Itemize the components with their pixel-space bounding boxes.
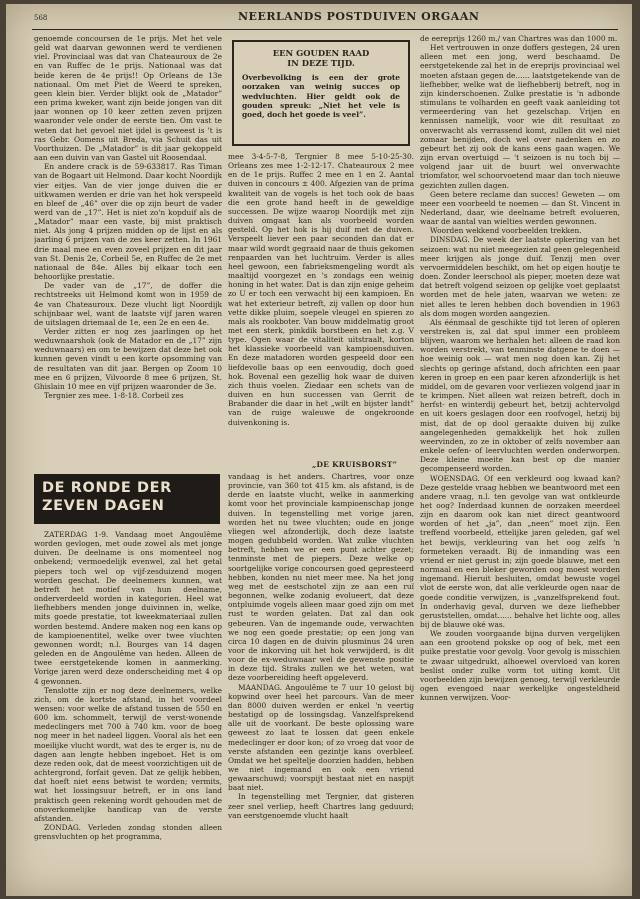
paragraph: Tergnier zes mee. 1-8-18. Corbeil zes	[44, 391, 184, 401]
section-heading-line: DE RONDE DER	[42, 480, 172, 496]
paragraph: MAANDAG. Angoulême te 7 uur 10 gelost bij kopwind over heel het parcours. Van de meer dan 8000 duiven werden er enkel 'n veertig bestatigd op de lossingsdag. Vanzelfsprekend alle uit de voorkant. De beste oplossing ware geweest zo laat te lossen dat geen enkele medeclinger er door kon; of zo vroeg dat voor de verste afstanden een gezintje kans overbleef. Omdat we het speltelje doorzien hadden, hebben we niet ingemand en ook een vriend gewaarschuwd; voorspijt bestaat niet en naspijt baat niet.	[228, 682, 414, 793]
header-rule	[32, 29, 618, 30]
box-title	[242, 48, 400, 68]
section-heading-line: ZEVEN DAGEN	[42, 498, 165, 514]
paragraph: genoemde concoursen de 1e prijs. Met het vele geld wat daarvan gewonnen werd te verdienen viel. Provinciaal was dat van Chateauroux de 2e en van Ruffec de 1e prijs. Nationaal was dat beide keren de 4e prijs!! Op Orleans de 13e nationaal. Om met Piet de Weerd te spreken, geen klein bier. Verder blijkt ook de „Matador” een prima kweker, want zijn beide jongen van dit jaar wonnen op 10 keer zetten zeven prijzen waaronder vele onder de eerste tien. Om vast te weten dat het gevoel niet ijdel is geweest is 't is ras Gebr. Oomens uit Breda, via Schuit das uit Voorthuizen. De „Matador” is dit jaar gekoppeld aan een duivin van van Gastel uit Roosendaal.	[34, 34, 222, 163]
paragraph: In tegenstelling met Tergnier, dat gisteren zeer snel verliep, heeft Chartres lang geduurd; van eerstgenoemde vlucht haalt	[228, 792, 414, 820]
publication-title: NEERLANDS POSTDUIVEN ORGAAN	[238, 10, 480, 23]
paragraph: Woorden wekkend voorbeelden trekken.	[430, 226, 582, 236]
page-number: 568	[34, 14, 48, 22]
box-text: Overbevolking is een der grote oorzaken van weinig succes op wedvluchten. Hier geldt ook de gouden spreuk: „Niet het vele is goed, doch het goede is veel”.	[242, 73, 400, 120]
paragraph: Verder zitten er nog zes jaarlingen op het weduwnaarshok (ook de Matador en de „17” zijn weduwnaars) en om te bewijzen dat deze het ook kunnen geven vindt u een korte opsomming van de resultaten van dit jaar. Bergen op Zoom 10 mee en 6 prijzen, Vilvoorde 8 mee 6 prijzen, St. Ghislain 10 mee en vijf prijzen waaronder de 3e.	[34, 327, 222, 391]
column-2-article-continuation	[228, 152, 414, 460]
paragraph: Het vertrouwen in onze doffers gestegen, 24 uren alleen met een jong, werd beschaamd. De eerstgetekende zal het in de ereprijs provinciaal wel moeten afstaan gegen de...... laatstgetekende van de liefhebber, welke wat de liefhebberij betreft, nog in zijn kinderschoenen. Zulke prestatie is 'n adbonde stimulans te volharden en geeft vaak aanleiding tot vermeerdering van het gezelschap. Vrijen en kennissen namelijk, voor wie dit resultaat zo onverwacht als verrassend komt, zullen dit wel niet zomaar benijden, doch wel over nadenken en zo gebeurt het zij ook de kans eens gaan wagen. We zijn ervan overtuigd — 't seizoen is nu toch bij — volgend jaar uit de buurt wel onverwachte triomfator, wel schoorvoetend maar dan toch nieuwe gezichten zullen dagen.	[420, 43, 620, 190]
paragraph: We zouden voorgaande bijna durven vergelijken aan een grootend pokske op oog of bek, met een puike prestatie voor gevolg. Voor gevolg is misschien te zwaar uitgedrukt, alhoewel overvloed van koren beslist onder zulke vorm tot uiting komt. Uit voorbeelden zijn bewijzen genoeg, terwijl verkleurde ogen evengoed naar werkelijke ongesteldheid kunnen verwijzen. Voor-	[420, 629, 620, 703]
paragraph: Tenslotte zijn er nog deze deelnemers, welke zich, om de kortste afstand, in het voordeel wensen: voor welke de afstand tussen de 550 en 600 km. schommelt, terwijl de verst-wonende medeclingers met 700 à 740 km. voor de boeg nog meer in het nadeel liggen. Vooral als het een moeilijke vlucht wordt, wat des te erger is, nu de dagen aan lengte hebben ingeboet. Het is om deze reden ook, dat de meest voorzichtigen uit de achtergrond, forfait geven. Dat ze gelijk hebben, dat hoeft niet eens betwist te worden; vermits, wat het lossingsuur betreft, er in ons land praktisch geen rekening wordt gehouden met de onoverkomelijke handicap van de verste afstanden.	[34, 685, 222, 823]
column-1-article-top	[34, 34, 222, 466]
column-1-ronde-text	[34, 530, 222, 896]
paragraph: Geen betere reclame dan succes! Geweten — om meer een voorbeeld te noemen — dan St. Vincent in Nederland, daar, wie deelname betreft evolueren, waar de aantal van wielties werden gewonnen.	[420, 189, 620, 227]
paragraph: En andere crack is de 59-633817. Ras Timan van de Bogaart uit Helmond. Daar kocht Noordijk vier eitjes. Van de vier jonge duiven die er uitkwamen werden er drie van het hok verspeeld en bleef de „46” over die op zijn beurt de vader werd van de „17”. Het is niet zo'n kopduif als de „Matador” maar een vaste, bij mist praktisch niet. Als jong 4 prijzen midden op de lijst en als jaarling 6 prijzen van de zes keer zetten. In 1961 drie maal mee en even zoveel prijzen en dit jaar van St. Denis 2e, Corbeil 5e, en Ruffec de 2e met nationaal de 84e. Alles bij elkaar toch een behoorlijke prestatie.	[34, 162, 222, 282]
column-3-ronde-text	[420, 34, 620, 896]
paragraph: mee 3-4-5-7-8, Tergnier 8 mee 5-10-25-30. Orleans zes mee 1-2-12-17. Chateauroux 2 mee en de 1e prijs. Ruffec 2 mee en 1 en 2. Aantal duiven in concours ± 400. Afgezien van de prima kwaliteit van de vogels is het toch ook de baas die een grote hand heeft in de geweldige successen. De wijze waarop Noordijk met zijn duiven omgaat kan als voorbeeld worden gesteld. Op het hok is hij duif met de duiven. Verspeelt liever een paar seconden dan dat er maar wild wordt gegraaid naar de thuis gekomen renpaarden van het luchtruim. Verder is alles heel gewoon, een fabrieksmengeling wordt als maaltijd voorgezet en 's zondags een weinig honing in het water. Dat is dan zijn enige geheim zo U er toch een verwacht bij een kampioen. En wat het exterieur betreft, zij vallen op door hun vette dikke pluim, soepele vleugel en spieren zo mals als rookboter. Van bouw middelmatig groot met een sterk, pinkdik borstbeen en het z.g. V type. Ogen waar de vitaliteit uitstraalt, korton het klassieke voorbeeld van kampioensduiven. En deze matadoren worden gespeeld door een liefdevolle baas op een eenvoudig, doch goed hok. Bovenal een gezellig hok waar de duiven zich thuis voelen. Ziedaar een schets van de duiven en hun successen van Gerrit de Brabander die daar in het „wilt en bijster landt” van de ruige waleuwe de ongekroonde duivenkoning is.	[228, 152, 414, 427]
article-signature: „DE KRUISBORST”	[312, 460, 398, 469]
paragraph: WOENSDAG. Of een verkleurd oog kwaad kan? Deze gestelde vraag hebben we beantwoord met een andere vraag, n.l. ten gevolge van wat ontkleurde het oog? Inderdaad kunnen de oorzaken meerdeel zijn en daarom ook kan niet direct geantwoord worden of het „ja”, dan „neen” moet zijn. Een treffend voorbeeld, ettelijke jaren geleden, gaf wel het bewijs, verkleuring van het oog zelfs 'n formeteken veraadt. Bij de inmanding was een vriend er niet gerust in; zijn goede blauwe, met een normaal en een bleker geworden oog moest worden ingemand. Hieruit besluiten, omdat bewuste vogel vlot de eerste won, dat alle verkleurde ogen naar de goede conditie verwijzen, is „vanzelfsprekend fout. In onderhavig geval, durven we deze liefhebber geruststellen, omdat...... behalve het lichte oog, alles bij de blauwe oké was.	[420, 473, 620, 629]
paragraph: DINSDAG. De week der laatste opkering van het seizoen: wat nu niet meegezien zal geen gelegenheid meer krijgen als jonge duif. Tenzij men over vervoermiddelen beschikt, om het op eigen houtje te doen. Zonder leerschool als pieper, moeten deze wat dat betreft volgend seizoen op gelijke voet geplaatst worden met de hele jaten, waarvan we weten: ze niet alles te leren hebben doch bovendien in 1963 als dom mogen worden aangezien.	[420, 235, 620, 318]
box-title-line: IN DEZE TIJD.	[287, 58, 355, 68]
paragraph: vandaag is het anders. Chartres, voor onze provincie, van 360 tot 415 km. als afstand, is de derde en laatste vlucht, welke in aanmerking komt voor het provinciale kampioenschap jonge duiven. In tegenstelling met vorige jaren, worden het nu twee vluchten; oude en jonge vliegen wel afzonderlijk, doch deze laatste mogen gedubbeld worden. Wat zulke vluchten betreft, hebben we er een punt achter gezet; tenminste met de piepers. Deze welke op soortgelijke vorige concoursen goed gepresteerd hebben, konden nu niet meer mee. Na het jong weg met de eestschotel zijn ze aan een ruï begonnen, welke zodanig evolueert, dat deze ontpluimde vogels alleen maar goed zijn om met rust te worden gelaten. Dat zal dan ook gebeuren. Van de ingemande oude, verwachten we nog een goede prestatie; op een jong van circa 10 dagen en de duivin plusminus 24 uren voor de inkorving uit het hok verwijderd, is dit voor de ex-weduwnaar wel de gewenste positie in deze tijd. Straks zullen we het weten, wat deze voorbereiding heeft opgeleverd.	[228, 472, 414, 683]
paragraph: Als éénmaal de geschikte tijd tot leren of opleren verstreken is, zal dat spul immer een probleem blijven, waarom we herhalen het: alleen de raad kon worden verstrekt, van tenminste datgene te doen — hoe weinig ook — wat men nog doen kan. Zij het slechts op geringe afstand, doch africhten een paar keren in groep en een paar keren afzonderlijk is het middel, om de gevaren voor verliezen volgend jaar in te krimpen. Niet alleen wat reizen betreft, doch in herfst- en winterdij gebeurt het, betzij achtervolgd en uit koers geslagen door een roofvogel, hetzij bij mist, dat de op dool geraakte duiven bij zulke aangelegenheden gemakkelijk het hok zullen weervinden, zo ze in oktober of zelfs november aan enkele oefen- of leervluchten werden onderworpen. Deze kleine moeite kan best op die manier gecompenseerd worden.	[420, 317, 620, 474]
section-heading-ronde	[34, 474, 220, 524]
paragraph: De vader van de „17”, de doffer die rechtstreeks uit Helmond komt won in 1959 de 4e van Chateauroux. Deze vlucht ligt Noordijk schijnbaar wel, want de laatste vijf jaren waren de uitslagen driemaal de 1e, een 2e en een 4e.	[34, 281, 222, 327]
newspaper-page	[6, 4, 632, 896]
paragraph: ZONDAG. Verleden zondag stonden alleen grensvluchten op het programma,	[34, 823, 222, 842]
gouden-raad-box	[232, 40, 410, 146]
page-header	[6, 4, 632, 30]
box-title-line: EEN GOUDEN RAAD	[272, 48, 370, 58]
column-2-ronde-text	[228, 472, 414, 896]
paragraph: ZATERDAG 1-9. Vandaag moet Angoulême worden gevlogen, met oude zowel als met jonge duiven. De deelname is ons momenteel nog onbekend; vermoedelijk evenwel, zal het getal piepers toch wel op vijf-zesduizend mogen worden geschat. De deelnemers kunnen, wat betreft het motief van hun deelname, onderverdeeld worden in kategorien. Heel wat liefhebbers menden jonge duivinnen in, welke, mits goede prestatie, tot kweekmateriaal zullen worden bestemd. Andere maken nog een kans op de kampioenentitel, welke over twee vluchten gewonnen wordt; n.l. Bourges van 14 dagen geleden en de Angoulême van heden. Alleen de twee eerstgetekende komen in aanmerking. Vorige jaren werd deze onderscheiding met 4 op 4 gewonnen.	[34, 530, 222, 686]
paragraph: de eereprijs 1260 m./ van Chartres was dan 1000 m.	[420, 34, 618, 43]
